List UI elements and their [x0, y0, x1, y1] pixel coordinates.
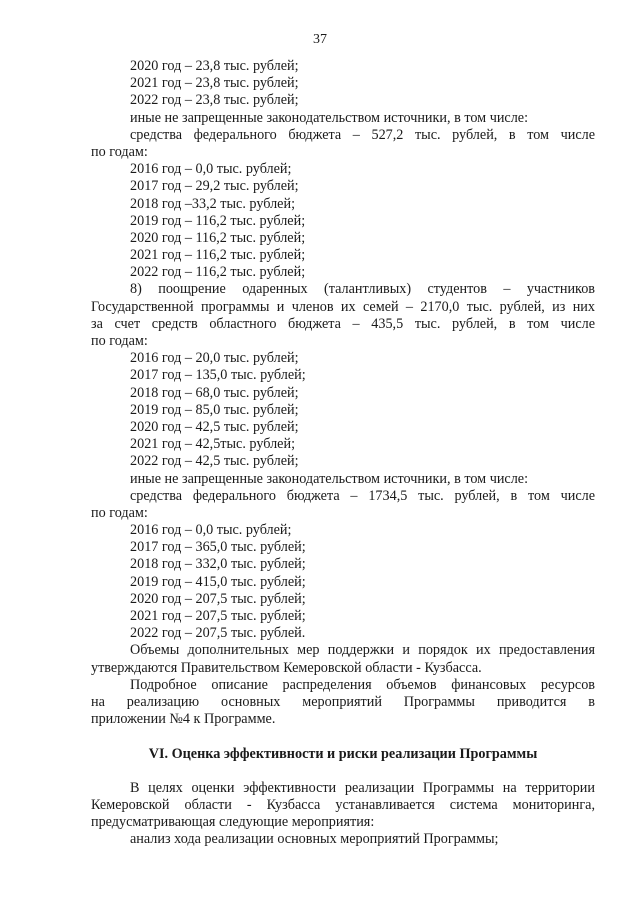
text-line: приложении №4 к Программе. — [91, 711, 276, 728]
text-line: Объемы дополнительных мер поддержки и порядок их предоставления — [130, 642, 595, 659]
text-line: 2020 год – 23,8 тыс. рублей; — [130, 58, 299, 74]
text-line: 2019 год – 85,0 тыс. рублей; — [130, 401, 299, 418]
text-line: 2019 год – 415,0 тыс. рублей; — [130, 573, 306, 590]
text-line: 2019 год – 116,2 тыс. рублей; — [130, 212, 306, 229]
text-line: утверждаются Правительством Кемеровской области - Кузбасса. — [91, 659, 482, 676]
page-number: 37 — [313, 32, 327, 47]
text-line: Государственной программы и членов их семей – 2170,0 тыс. рублей, из них — [91, 298, 595, 315]
text-line: 2017 год – 365,0 тыс. рублей; — [130, 539, 306, 556]
text-line: иные не запрещенные законодательством источники, в том числе: — [130, 470, 529, 487]
text-line: анализ хода реализации основных мероприятий Программы; — [130, 831, 499, 848]
text-line: 2016 год – 0,0 тыс. рублей; — [130, 161, 292, 178]
text-line: Кемеровской области - Кузбасса устанавливается система мониторинга, — [91, 797, 595, 814]
text-line: 2018 год – 332,0 тыс. рублей; — [130, 556, 306, 573]
section-heading: VI. Оценка эффективности и риски реализации Программы — [148, 745, 538, 762]
text-line: 2020 год – 42,5 тыс. рублей; — [130, 418, 299, 435]
text-line: 2021 год – 42,5тыс. рублей; — [130, 436, 296, 453]
text-line: предусматривающая следующие мероприятия: — [91, 814, 375, 831]
text-line: средства федерального бюджета – 1734,5 тыс. рублей, в том числе — [130, 487, 595, 504]
text-line: 2020 год – 116,2 тыс. рублей; — [130, 229, 306, 246]
text-line: 2022 год – 23,8 тыс. рублей; — [130, 92, 299, 109]
text-line: 2022 год – 42,5 тыс. рублей; — [130, 453, 299, 470]
text-line: 2022 год – 116,2 тыс. рублей; — [130, 264, 306, 281]
text-line: 2018 год –33,2 тыс. рублей; — [130, 195, 296, 212]
text-line: на реализацию основных мероприятий Программы приводится в — [91, 693, 595, 710]
text-line: 2022 год – 207,5 тыс. рублей. — [130, 625, 306, 642]
text-line: 2021 год – 207,5 тыс. рублей; — [130, 608, 306, 624]
text-line: за счет средств областного бюджета – 435,5 тыс. рублей, в том числе — [91, 315, 595, 332]
text-line: Подробное описание распределения объемов финансовых ресурсов — [130, 676, 595, 693]
text-line: 2016 год – 0,0 тыс. рублей; — [130, 522, 292, 539]
text-line: средства федерального бюджета – 527,2 тыс. рублей, в том числе — [130, 126, 595, 143]
text-line: 8) поощрение одаренных (талантливых) студентов – участников — [130, 281, 595, 298]
text-line: 2021 год – 116,2 тыс. рублей; — [130, 247, 306, 264]
document-body — [91, 58, 595, 849]
text-line: по годам: — [91, 143, 148, 160]
text-line: В целях оценки эффективности реализации Программы на территории — [130, 779, 595, 796]
text-line: по годам: — [91, 504, 148, 521]
text-line: иные не запрещенные законодательством источники, в том числе: — [130, 109, 529, 126]
text-line: 2018 год – 68,0 тыс. рублей; — [130, 384, 299, 401]
text-line: 2016 год – 20,0 тыс. рублей; — [130, 350, 299, 367]
text-line: по годам: — [91, 333, 148, 349]
text-line: 2021 год – 23,8 тыс. рублей; — [130, 75, 299, 92]
spacer — [91, 763, 595, 780]
text-line: 2017 год – 29,2 тыс. рублей; — [130, 178, 299, 195]
spacer — [91, 728, 595, 745]
text-line: 2017 год – 135,0 тыс. рублей; — [130, 367, 306, 384]
text-line: 2020 год – 207,5 тыс. рублей; — [130, 590, 306, 607]
